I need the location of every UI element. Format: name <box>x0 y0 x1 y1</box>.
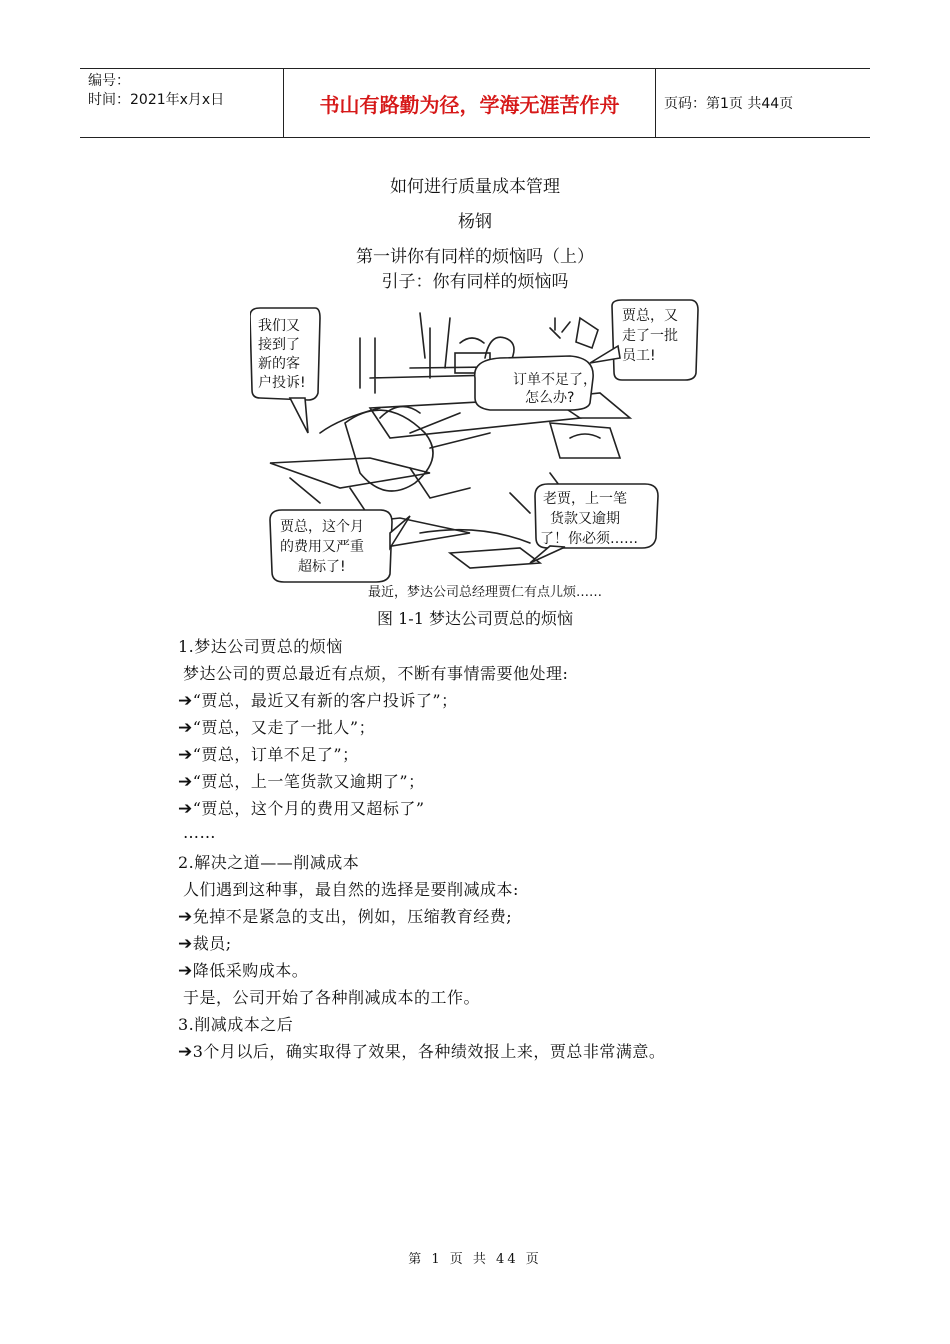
cartoon-svg <box>250 298 700 604</box>
bubble-bottom-left-line: 贾总，这个月 <box>280 519 364 535</box>
page-footer: 第 1 页 共 44 页 <box>408 1252 542 1267</box>
section-2-outro: 于是，公司开始了各种削减成本的工作。 <box>183 988 481 1007</box>
arrow-icon: ➔ <box>178 718 193 738</box>
bubble-left-line: 我们又 <box>258 318 300 334</box>
bubble-left-line: 新的客 <box>258 356 300 372</box>
number-label: 编号： <box>88 73 130 89</box>
bubble-middle-line: 怎么办? <box>525 390 575 406</box>
arrow-icon: ➔ <box>178 691 193 711</box>
arrow-icon: ➔ <box>178 934 193 954</box>
cartoon-inline-caption: 最近，梦达公司总经理贾仁有点儿烦…… <box>368 585 603 600</box>
lecture-title: 第一讲你有同样的烦恼吗（上） <box>356 247 594 267</box>
bubble-top-right-line: 员工! <box>622 348 656 364</box>
section-2-intro: 人们遇到这种事，最自然的选择是要削减成本: <box>183 880 519 899</box>
figure-caption: 图 1-1 梦达公司贾总的烦恼 <box>377 609 573 628</box>
bubble-middle-line: 订单不足了， <box>513 372 597 388</box>
cartoon-illustration <box>250 298 700 604</box>
bubble-bottom-right-line: 货款又逾期 <box>550 511 620 527</box>
list-item: ➔降低采购成本。 <box>178 961 309 981</box>
list-item: ➔“贾总，又走了一批人”； <box>178 718 376 738</box>
list-item: ➔裁员; <box>178 934 232 954</box>
arrow-icon: ➔ <box>178 772 193 792</box>
list-item: ➔“贾总，上一笔货款又逾期了”； <box>178 772 425 792</box>
section-2-title: 2.解决之道——削减成本 <box>178 853 360 872</box>
section-1-intro: 梦达公司的贾总最近有点烦，不断有事情需要他处理: <box>183 664 569 683</box>
list-item: ➔“贾总，订单不足了”； <box>178 745 359 765</box>
arrow-icon: ➔ <box>178 745 193 765</box>
arrow-icon: ➔ <box>178 907 193 927</box>
doc-title: 如何进行质量成本管理 <box>390 177 560 197</box>
list-item: ➔“贾总，最近又有新的客户投诉了”； <box>178 691 458 711</box>
list-item: ➔“贾总，这个月的费用又超标了” <box>178 799 425 819</box>
header-motto: 书山有路勤为径，学海无涯苦作舟 <box>283 69 656 137</box>
arrow-icon: ➔ <box>178 961 193 981</box>
section-3-title: 3.削减成本之后 <box>178 1015 294 1034</box>
arrow-icon: ➔ <box>178 1042 193 1062</box>
header-meta <box>80 69 283 137</box>
bubble-bottom-right-line: 老贾，上一笔 <box>543 491 627 507</box>
bubble-top-right-line: 走了一批 <box>622 328 678 344</box>
bubble-bottom-right-line: 了！你必须…… <box>540 531 638 547</box>
list-item: ➔3个月以后，确实取得了效果，各种绩效报上来，贾总非常满意。 <box>178 1042 666 1062</box>
section-1-title: 1.梦达公司贾总的烦恼 <box>178 637 343 656</box>
list-item: ➔免掉不是紧急的支出，例如，压缩教育经费; <box>178 907 513 927</box>
header-page-info: 页码：第1页 共44页 <box>664 96 794 112</box>
bubble-bottom-left-line: 超标了! <box>298 559 346 575</box>
document-header <box>80 68 870 138</box>
bubble-left-line: 接到了 <box>258 337 300 353</box>
doc-author: 杨钢 <box>458 212 492 232</box>
section-1-ellipsis: …… <box>183 823 216 842</box>
intro-title: 引子：你有同样的烦恼吗 <box>381 272 569 292</box>
bubble-left-line: 户投诉! <box>258 375 306 391</box>
time-label: 时间：2021年x月x日 <box>88 92 225 108</box>
bubble-bottom-left-line: 的费用又严重 <box>280 539 364 555</box>
arrow-icon: ➔ <box>178 799 193 819</box>
bubble-top-right-line: 贾总，又 <box>622 308 678 324</box>
